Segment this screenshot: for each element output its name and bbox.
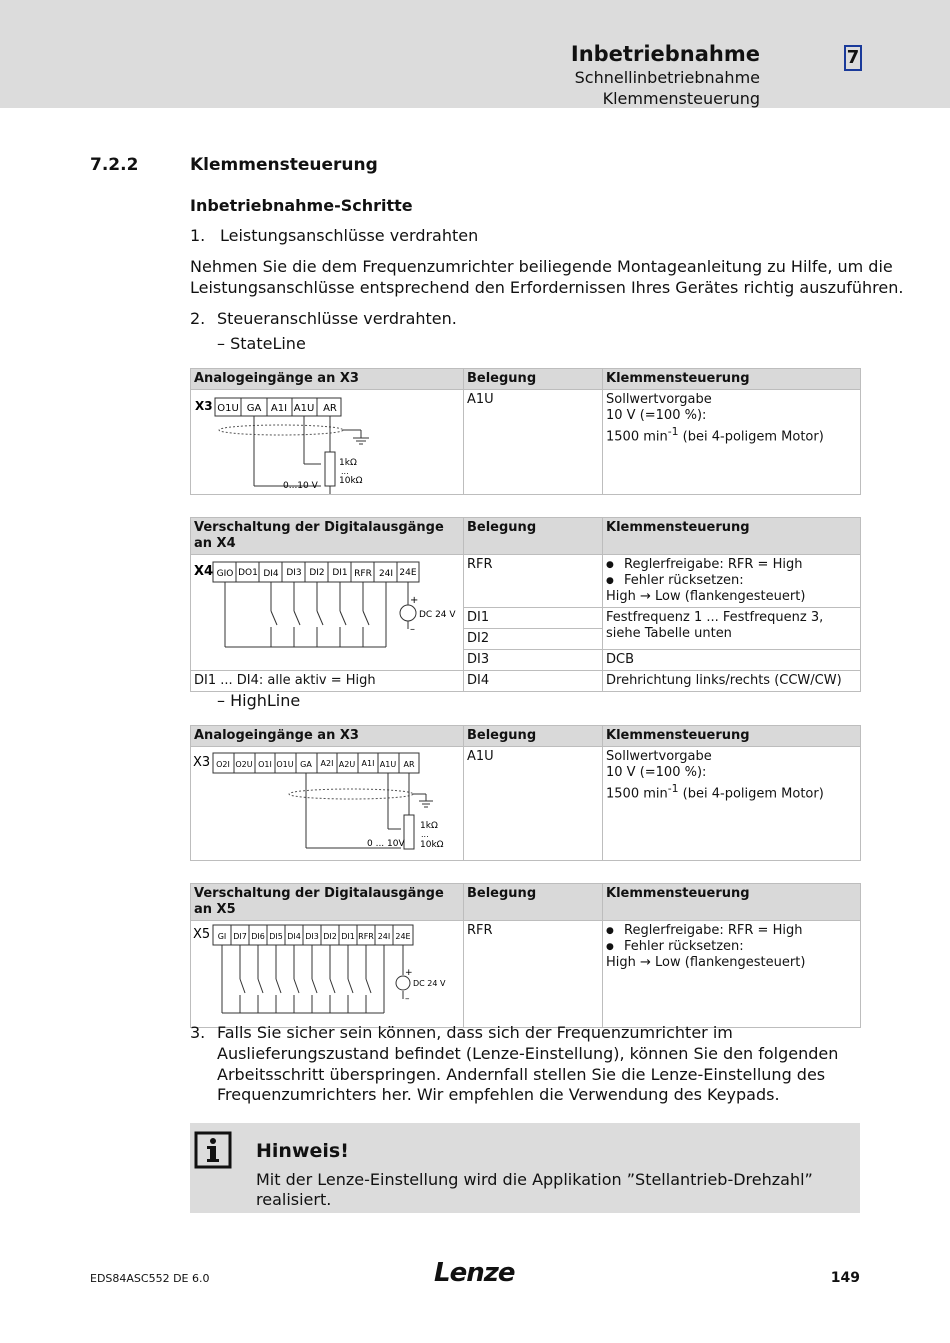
t1-terminal-2: A1I — [270, 403, 288, 414]
t3-terminal-1: O2U — [235, 760, 253, 769]
t3-terminal-5: A2I — [320, 759, 334, 768]
t1-kl3-sup: -1 — [667, 425, 679, 438]
t2-terminal-1: DO1 — [238, 568, 258, 578]
t1-volt-label: 0...10 V — [283, 481, 318, 491]
t4-terminal-8: RFR — [358, 932, 374, 941]
section-title: Klemmensteuerung — [190, 155, 378, 175]
t3-terminal-3: O1U — [276, 760, 294, 769]
t3-kl-line2: 10 V (=100 %): — [606, 765, 707, 780]
t1-ground-icon — [353, 438, 369, 444]
t3-terminal-8: A1U — [379, 760, 397, 769]
t1-klemmen — [603, 390, 861, 495]
t3-terminal-7: A1I — [361, 759, 375, 768]
t2-terminal-6: RFR — [354, 569, 372, 579]
t4-terminal-9: 24I — [377, 932, 391, 941]
t2-r3-belegung: DI2 — [464, 629, 603, 650]
t3-kl-line1: Sollwertvorgabe — [606, 749, 712, 764]
t2-terminal-3: DI3 — [286, 568, 302, 578]
t3-terminal-6: A2U — [338, 760, 356, 769]
table-stateline-analog — [190, 368, 861, 495]
t4-head: Verschaltung der Digitalausgänge an X5 — [191, 884, 464, 921]
t1-head-belegung: Belegung — [464, 369, 603, 390]
step3-line1: Falls Sie sicher sein können, dass sich der Frequenzumrichter im — [217, 1023, 733, 1042]
t3-shield-icon — [289, 789, 413, 799]
t4-head-belegung: Belegung — [464, 884, 603, 921]
t2-dc-label: DC 24 V — [419, 610, 456, 620]
t2-minus: – — [410, 624, 415, 635]
t4-terminal-5: DI3 — [305, 932, 319, 941]
step1-body-line2: Leistungsanschlüsse entsprechend den Erfordernissen Ihres Gerätes richtig auszuführen. — [190, 278, 904, 297]
t2-r1-bullet2: ● Fehler rücksetzen: — [606, 573, 857, 589]
t2-r2-belegung: DI1 — [464, 608, 603, 629]
t3-pot-dots: ... — [421, 830, 429, 839]
t2-head-belegung: Belegung — [464, 518, 603, 555]
t2-r1-belegung: RFR — [464, 555, 603, 608]
t1-belegung: A1U — [464, 390, 603, 495]
t2-r5-klemmen: Drehrichtung links/rechts (CCW/CW) — [603, 671, 861, 692]
t1-pot-bottom: 10kΩ — [339, 476, 363, 486]
t3-klemmen — [603, 747, 861, 861]
t4-terminal-3: DI5 — [269, 932, 283, 941]
hint-line1: Mit der Lenze-Einstellung wird die Applikation ”Stellantrieb-Drehzahl” — [256, 1170, 813, 1189]
t3-terminal-2: O1I — [258, 760, 272, 769]
t3-kl3-b: (bei 4-poligem Motor) — [678, 786, 824, 802]
table-highline-analog — [190, 725, 861, 861]
t2-r2-klemmen: Festfrequenz 1 ... Festfrequenz 3, siehe Tabelle unten — [603, 608, 861, 650]
t2-r4-klemmen: DCB — [603, 650, 861, 671]
step3-line2: Auslieferungszustand befindet (Lenze-Einstellung), können Sie den folgenden — [217, 1044, 839, 1063]
t1-terminal-4: AR — [323, 403, 337, 414]
t4-line3: High → Low (flankengesteuert) — [606, 955, 806, 970]
step3-number: 3. — [190, 1023, 206, 1042]
t3-head-klemmen: Klemmensteuerung — [603, 726, 861, 747]
step2-number: 2. — [190, 309, 206, 328]
t2-terminal-5: DI1 — [332, 568, 348, 578]
step3-line4: Frequenzumrichters her. Wir empfehlen die Verwendung des Keypads. — [217, 1085, 780, 1104]
t2-terminal-4: DI2 — [309, 568, 325, 578]
t1-kl3-a: 1500 min — [606, 429, 668, 445]
t1-kl-line3 — [606, 424, 857, 445]
footer-doc-id: EDS84ASC552 DE 6.0 — [90, 1272, 210, 1285]
lenze-logo: Lenze — [434, 1258, 515, 1288]
t3-pot-bottom: 10kΩ — [420, 840, 444, 850]
hint-title: Hinweis! — [256, 1140, 349, 1162]
t3-kl3-sup: -1 — [667, 782, 679, 795]
x5-highline-wiring-diagram — [191, 921, 457, 1027]
t2-terminal-7: 24I — [378, 569, 394, 579]
t3-head: Analogeingänge an X3 — [191, 726, 464, 747]
t1-kl-line2: 10 V (=100 %): — [606, 408, 707, 423]
t2-r5-belegung: DI4 — [464, 671, 603, 692]
t4-terminal-0: GI — [217, 932, 227, 941]
t1-terminal-strip — [215, 398, 341, 416]
hint-line2: realisiert. — [256, 1190, 332, 1209]
x3-stateline-wiring-diagram — [191, 390, 457, 494]
t4-dc-label: DC 24 V — [413, 979, 446, 988]
t4-belegung: RFR — [464, 921, 603, 1028]
t3-terminal-0: O2I — [216, 760, 230, 769]
step2-text: Steueranschlüsse verdrahten. — [217, 309, 457, 328]
stateline-label: – StateLine — [217, 334, 306, 353]
t4-klemmen — [603, 921, 861, 1028]
t3-pot-top: 1kΩ — [420, 821, 438, 831]
t4-terminal-2: DI6 — [251, 932, 265, 941]
t3-wiring — [306, 773, 426, 849]
t1-terminal-0: O1U — [217, 403, 239, 414]
t1-terminal-1: GA — [246, 403, 262, 414]
x4-stateline-wiring-diagram — [191, 555, 457, 659]
header-band — [0, 0, 950, 108]
t4-terminal-strip — [213, 925, 413, 945]
t3-terminal-4: GA — [300, 760, 312, 769]
section-subtitle: Klemmensteuerung — [602, 89, 760, 108]
t2-head: Verschaltung der Digitalausgänge an X4 — [191, 518, 464, 555]
t3-kl-line3 — [606, 781, 857, 802]
step1-number: 1. — [190, 226, 206, 245]
highline-label: – HighLine — [217, 691, 301, 710]
t2-r1-klemmen — [603, 555, 861, 608]
t1-pot-top: 1kΩ — [339, 458, 357, 468]
t3-ground-icon — [419, 801, 433, 807]
t4-switch-wiring — [222, 945, 410, 1013]
info-icon — [194, 1131, 232, 1169]
t1-pot-dots: ... — [341, 467, 349, 476]
page-number: 149 — [830, 1270, 860, 1286]
t1-kl3-b: (bei 4-poligem Motor) — [678, 429, 824, 445]
t2-terminal-8: 24E — [399, 568, 417, 578]
t2-head-klemmen: Klemmensteuerung — [603, 518, 861, 555]
t4-terminal-10: 24E — [395, 932, 411, 941]
t2-terminal-2: DI4 — [263, 569, 279, 579]
t3-terminal-9: AR — [403, 760, 415, 769]
table-highline-digital — [190, 883, 861, 1028]
chapter-subtitle: Schnellinbetriebnahme — [574, 68, 760, 87]
t1-kl-line1: Sollwertvorgabe — [606, 392, 712, 407]
chapter-title: Inbetriebnahme — [570, 42, 760, 66]
t2-connector-label: X4 — [194, 564, 214, 579]
t1-head: Analogeingänge an X3 — [191, 369, 464, 390]
t2-r1-bullet1: ● Reglerfreigabe: RFR = High — [606, 557, 857, 573]
t2-diagram-cell — [191, 555, 464, 671]
step1-body-line1: Nehmen Sie die dem Frequenzumrichter beiliegende Montageanleitung zu Hilfe, um die — [190, 257, 893, 276]
table-stateline-digital — [190, 517, 861, 692]
t4-bullet2: ● Fehler rücksetzen: — [606, 939, 857, 955]
steps-heading: Inbetriebnahme-Schritte — [190, 196, 413, 215]
t3-volt-label: 0 ... 10V — [367, 839, 405, 849]
t2-r4-belegung: DI3 — [464, 650, 603, 671]
t2-plus: + — [410, 595, 419, 606]
step3-line3: Arbeitsschritt überspringen. Andernfall stellen Sie die Lenze-Einstellung des — [217, 1065, 826, 1084]
t3-head-belegung: Belegung — [464, 726, 603, 747]
t4-terminal-7: DI1 — [341, 932, 355, 941]
t1-head-klemmen: Klemmensteuerung — [603, 369, 861, 390]
t3-diagram-cell — [191, 747, 464, 861]
t1-shield-icon — [219, 425, 343, 435]
t1-connector-label: X3 — [195, 399, 213, 413]
t2-r1-line3: High → Low (flankengesteuert) — [606, 589, 806, 604]
t3-terminal-strip — [213, 753, 419, 773]
t3-kl3-a: 1500 min — [606, 786, 668, 802]
chapter-number: 7 — [844, 45, 862, 71]
t3-connector-label: X3 — [193, 755, 211, 770]
t3-belegung: A1U — [464, 747, 603, 861]
t1-diagram-cell — [191, 390, 464, 495]
section-number: 7.2.2 — [90, 155, 139, 175]
t2-r5-left: DI1 ... DI4: alle aktiv = High — [191, 671, 464, 692]
t4-head-klemmen: Klemmensteuerung — [603, 884, 861, 921]
t4-bullet1: ● Reglerfreigabe: RFR = High — [606, 923, 857, 939]
t4-minus: – — [405, 994, 410, 1004]
t4-terminal-4: DI4 — [287, 932, 301, 941]
t2-terminal-strip — [213, 562, 419, 582]
t2-switch-wiring — [225, 582, 419, 647]
t2-terminal-0: GIO — [216, 569, 234, 579]
t4-plus: + — [405, 968, 413, 978]
t4-diagram-cell — [191, 921, 464, 1028]
t4-terminal-6: DI2 — [323, 932, 337, 941]
x3-highline-wiring-diagram — [191, 747, 457, 860]
t1-terminal-3: A1U — [293, 403, 315, 414]
t4-connector-label: X5 — [193, 927, 211, 942]
step1-text: Leistungsanschlüsse verdrahten — [220, 226, 479, 245]
t4-terminal-1: DI7 — [233, 932, 247, 941]
